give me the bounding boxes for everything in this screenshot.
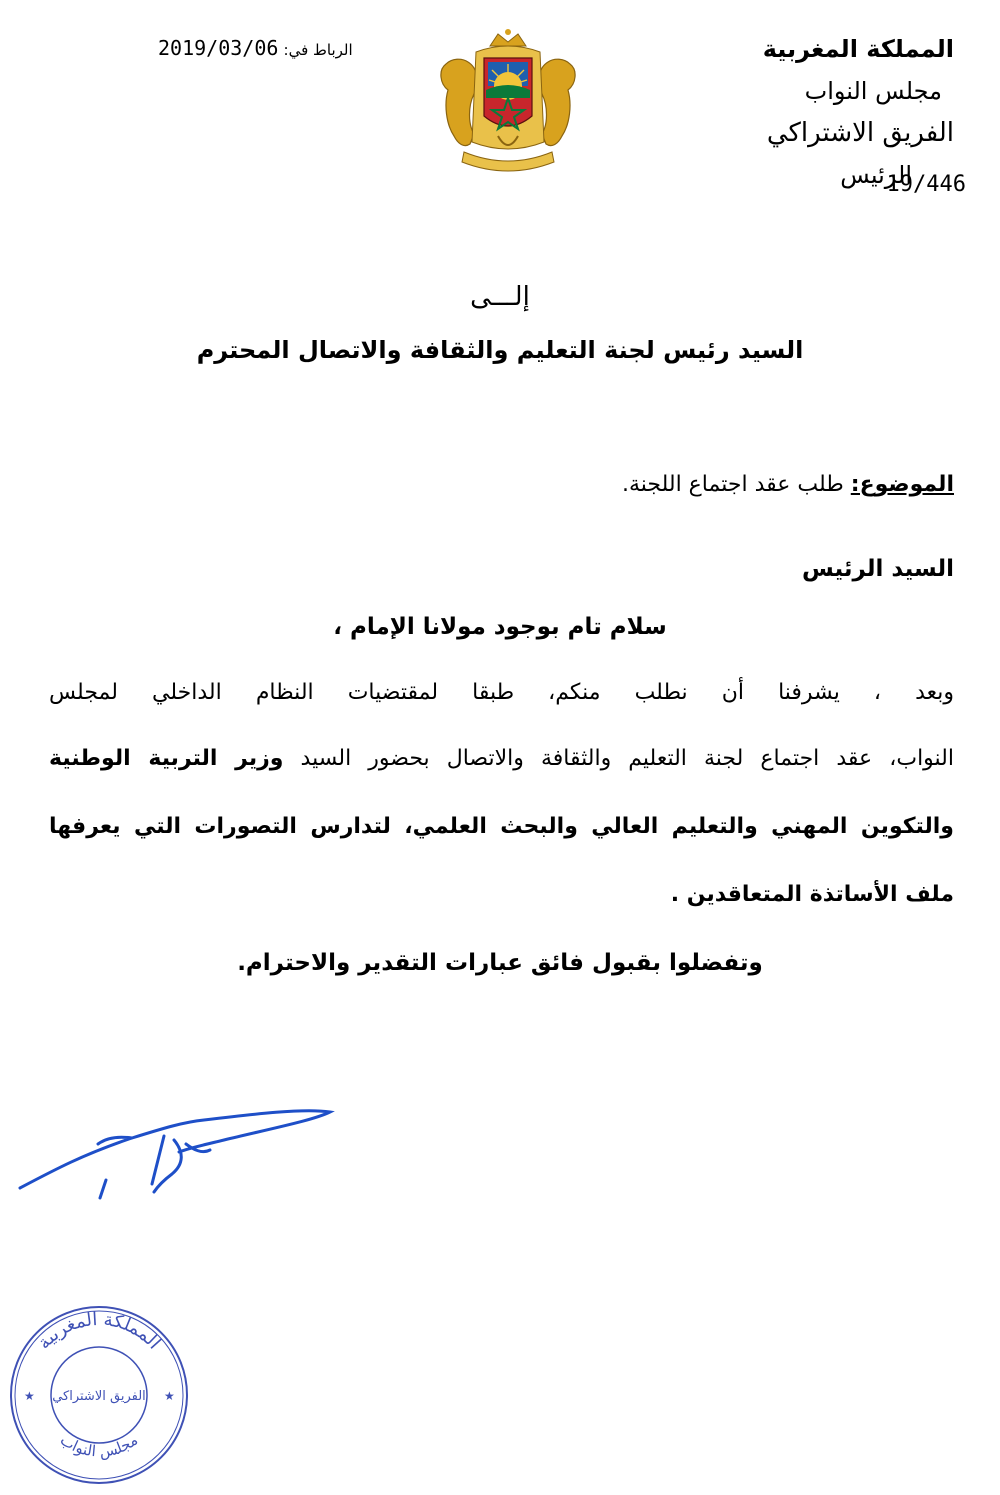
body-line-2 — [49, 746, 954, 771]
body-line-3-part-b: لتدارس التصورات التي يعرفها — [49, 814, 391, 839]
stamp-bottom-text: مجلس النواب — [56, 1430, 142, 1462]
official-stamp-icon — [4, 1300, 194, 1490]
date-value: 2019/03/06 — [158, 36, 279, 60]
header-kingdom: المملكة المغربية — [762, 35, 954, 63]
greeting: سلام تام بوجود مولانا الإمام ، — [333, 614, 667, 640]
reference-number: 19/446 — [886, 172, 966, 197]
stamp-star-right-icon: ★ — [164, 1389, 175, 1403]
subject-line — [622, 472, 954, 497]
stamp-outer-text: المملكة المغربية — [33, 1308, 165, 1354]
sender-header — [694, 28, 954, 196]
stamp-star-left-icon: ★ — [24, 1389, 35, 1403]
body-line-4: ملف الأساتذة المتعاقدين . — [670, 882, 954, 907]
moroccan-coat-of-arms-icon — [428, 24, 588, 184]
handwritten-signature-icon — [14, 1100, 344, 1210]
body-line-3-part-a: والتكوين المهني والتعليم العالي والبحث العلمي، — [404, 814, 954, 839]
header-group: الفريق الاشتراكي — [766, 118, 954, 148]
header-parliament: مجلس النواب — [804, 77, 942, 105]
closing-formula: وتفضلوا بقبول فائق عبارات التقدير والاحترام. — [237, 950, 763, 976]
stamp-inner-text: الفريق الاشتراكي — [52, 1389, 146, 1404]
body-line-2-part-a: النواب، عقد اجتماع لجنة التعليم والثقافة والاتصال بحضور السيد — [300, 746, 955, 771]
salutation: السيد الرئيس — [802, 556, 954, 582]
body-line-1: وبعد ، يشرفنا أن نطلب منكم، طبقا لمقتضيات النظام الداخلي لمجلس — [49, 680, 954, 705]
date-label: الرباط في: — [283, 41, 353, 59]
date-line — [158, 36, 353, 60]
subject-label: الموضوع: — [850, 472, 954, 497]
body-line-3 — [49, 814, 954, 839]
recipient-title: السيد رئيس لجنة التعليم والثقافة والاتصال المحترم — [196, 336, 804, 364]
body-line-2-part-b: وزير التربية الوطنية — [49, 746, 284, 771]
subject-text: طلب عقد اجتماع اللجنة. — [621, 472, 844, 497]
svg-text:مجلس النواب — [57, 1431, 141, 1461]
header-president: الرئيس — [840, 161, 912, 189]
recipient-to: إلـــى — [470, 282, 530, 312]
